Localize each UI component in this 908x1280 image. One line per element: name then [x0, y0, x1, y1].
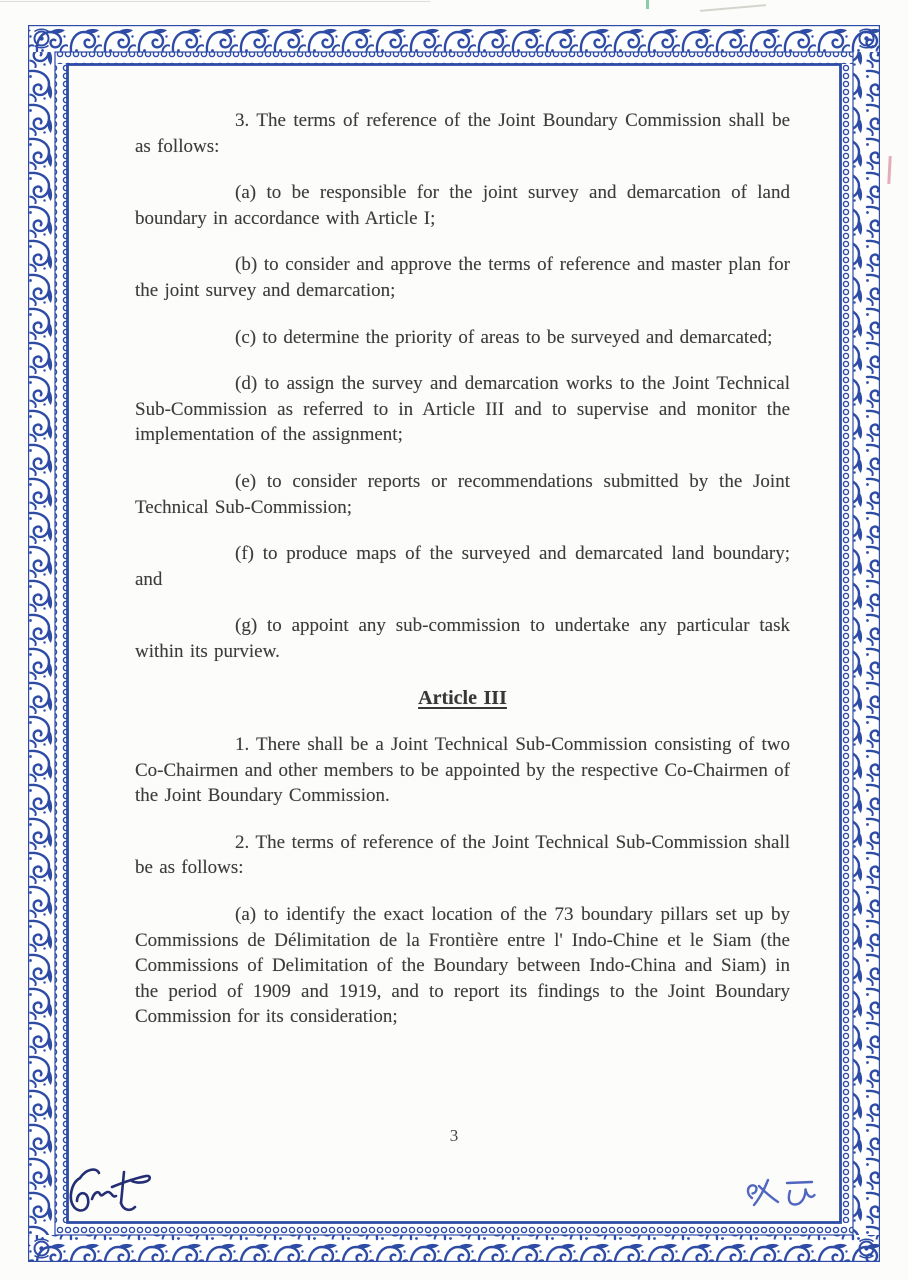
paragraph-c: (c) to determine the priority of areas to be surveyed and demarcated; — [235, 326, 773, 348]
paragraph-3: 3. The terms of reference of the Joint Boundary Commission shall be as follows: — [135, 110, 790, 157]
paragraph-1: 1. There shall be a Joint Technical Sub-Commission consisting of two Co-Chairmen and other members to be appointed by the respective Co-Chairmen of the Joint Boundary Commission. — [135, 734, 790, 807]
document-content — [69, 66, 839, 1221]
paragraph-e: (e) to consider reports or recommendations submitted by the Joint Technical Sub-Commission; — [135, 470, 790, 518]
green-scan-mark — [646, 0, 649, 9]
paragraph-a: (a) to be responsible for the joint survey and demarcation of land boundary in accordance with Article I; — [135, 182, 790, 229]
article-iii-heading: Article III — [418, 686, 507, 709]
paragraph-2a: (a) to identify the exact location of the 73 boundary pillars set up by Commissions de Délimitation de la Frontière entre l' Indo-Chine et le Siam (the Commissions of Delimitation of the Boundary between Indo-China and Siam) in the period of 1909 and 1919, and to report its findings to the Joint Boundary Commission for its consideration; — [135, 904, 790, 1028]
page-number: 3 — [449, 1126, 459, 1145]
paragraph-2: 2. The terms of reference of the Joint Technical Sub-Commission shall be as follows: — [135, 831, 790, 879]
scan-edge-line — [0, 1, 430, 2]
paragraph-g: (g) to appoint any sub-commission to undertake any particular task within its purview. — [135, 615, 790, 662]
pink-scan-mark — [887, 156, 891, 184]
paragraph-d: (d) to assign the survey and demarcation works to the Joint Technical Sub-Commission as referred to in Article III and to supervise and monitor the implementation of the assignment; — [135, 373, 790, 446]
paragraph-b: (b) to consider and approve the terms of reference and master plan for the joint survey and demarcation; — [135, 254, 790, 301]
gray-scratch-mark — [700, 4, 766, 11]
paragraph-f: (f) to produce maps of the surveyed and demarcated land boundary; and — [135, 543, 790, 590]
